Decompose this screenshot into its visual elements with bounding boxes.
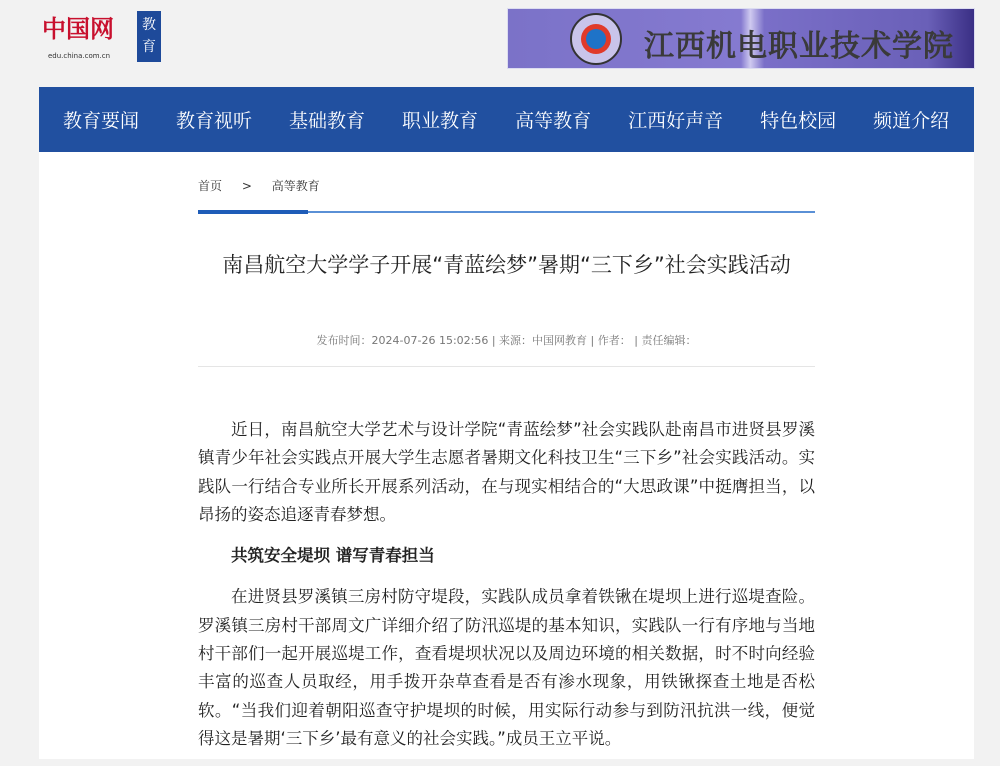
nav-item[interactable]: 特色校园 — [760, 110, 837, 132]
logo-url: edu.china.com.cn — [48, 52, 111, 60]
breadcrumb-current[interactable]: 高等教育 — [271, 179, 320, 193]
main-nav — [39, 87, 974, 152]
nav-item[interactable]: 频道介绍 — [873, 110, 950, 132]
nav-item[interactable]: 江西好声音 — [628, 110, 724, 132]
divider — [198, 366, 815, 367]
college-seal-icon — [570, 13, 622, 65]
china-net-logo[interactable] — [40, 8, 135, 66]
paragraph: 近日，南昌航空大学艺术与设计学院“青蓝绘梦”社会实践队赴南昌市进贤县罗溪镇青少年社会实践点开展大学生志愿者暑期文化科技卫生“三下乡”社会实践活动。实践队一行结合专业所长开展系列活动，在与现实相结合的“大思政课”中挺膺担当，以昂扬的姿态追逐青春梦想。 — [198, 420, 815, 524]
logo-mark: 中国网 — [42, 14, 114, 43]
article-title: 南昌航空大学学子开展“青蓝绘梦”暑期“三下乡”社会实践活动 — [222, 253, 791, 277]
article-meta: 发布时间：2024-07-26 15:02:56 | 来源：中国网教育 | 作者： | 责任编辑： — [316, 334, 697, 347]
nav-item[interactable]: 基础教育 — [289, 110, 366, 132]
section-heading: 共筑安全堤坝 谱写青春担当 — [231, 546, 435, 566]
divider — [198, 211, 815, 213]
breadcrumb-home[interactable]: 首页 — [198, 179, 223, 193]
college-banner[interactable] — [507, 8, 975, 69]
breadcrumb — [198, 177, 815, 194]
paragraph: 在进贤县罗溪镇三房村防守堤段，实践队成员拿着铁锹在堤坝上进行巡堤查险。罗溪镇三房村干部周文广详细介绍了防汛巡堤的基本知识，实践队一行有序地与当地村干部们一起开展巡堤工作，查看堤坝状况以及周边环境的相关数据，时不时向经验丰富的巡查人员取经，用手拨开杂草查看是否有渗水现象，用铁锹探查土地是否松软。“当我们迎着朝阳巡查守护堤坝的时候，用实际行动参与到防汛抗洪一线，便觉得这是暑期‘三下乡’最有意义的社会实践。”成员王立平说。 — [198, 587, 815, 748]
content-panel — [39, 152, 974, 759]
site-header — [0, 0, 1000, 87]
nav-item[interactable]: 职业教育 — [402, 110, 479, 132]
article-body — [198, 416, 815, 766]
breadcrumb-separator: > — [241, 179, 252, 193]
nav-item[interactable]: 高等教育 — [515, 110, 592, 132]
channel-badge[interactable]: 教育 — [137, 11, 161, 62]
banner-text: 江西机电职业技术学院 — [644, 29, 954, 64]
nav-item[interactable]: 教育要闻 — [63, 110, 140, 132]
nav-item[interactable]: 教育视听 — [176, 110, 253, 132]
